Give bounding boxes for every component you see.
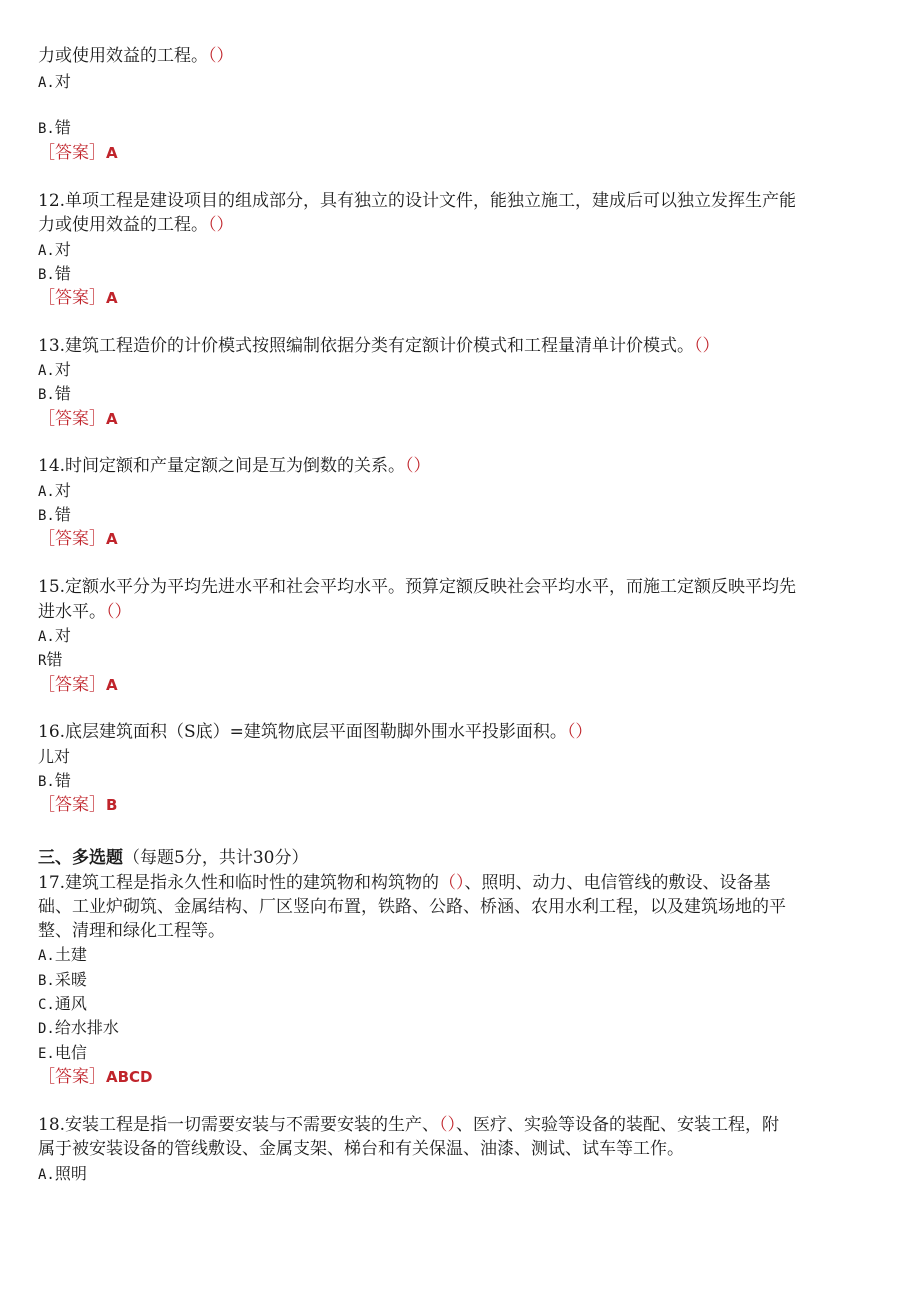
option-text: 错 [54,118,71,137]
answer-blank: （） [566,722,593,742]
section-scoring: （每题5分，共计30分） [123,848,309,868]
option-letter: A. [38,1167,55,1183]
answer-value: B [106,796,118,814]
question-line [38,213,234,237]
option-letter: B. [38,121,55,137]
option-letter: E. [38,1046,55,1062]
question-text: 属于被安装设备的管线敷设、金属支架、梯台和有关保温、油漆、测试、试车等工作。 [38,1139,684,1159]
option-line [38,503,71,528]
option-text: 采暖 [54,970,87,989]
option-text: 对 [54,240,71,259]
option-text: 对 [54,72,71,91]
answer-line [38,793,117,817]
option-letter: D. [38,1021,55,1037]
option-text: 对 [54,481,71,500]
question-line [38,189,796,213]
answer-line [38,286,118,310]
option-letter: B. [38,387,55,403]
answer-value: ABCD [106,1068,153,1086]
option-text: 错 [54,505,71,524]
option-text: 电信 [54,1043,87,1062]
option-text: 对 [54,360,71,379]
question-text: 17.建筑工程是指永久性和临时性的建筑物和构筑物的 [38,873,440,893]
answer-blank: （） [439,873,465,893]
answer-label: ［答案］ [38,795,106,815]
answer-line [38,141,118,165]
option-line [38,943,87,968]
question-line [38,720,592,744]
answer-value: A [106,289,118,307]
answer-line [38,673,118,697]
answer-blank: （） [208,215,234,235]
option-line [38,648,62,673]
question-line [38,334,720,358]
question-line [38,575,796,599]
answer-blank: （） [405,456,431,476]
option-line [38,968,87,993]
option-text: 照明 [54,1164,87,1183]
option-text: 儿对 [38,747,71,766]
question-text-continued: 、医疗、实验等设备的装配、安装工程，附 [456,1115,780,1135]
question-text: 力或使用效益的工程。 [38,215,208,235]
answer-label: ［答案］ [38,675,106,695]
option-letter: B. [38,973,55,989]
option-letter: B. [38,774,55,790]
option-letter: A. [38,363,55,379]
answer-value: A [106,144,118,162]
question-text: 15.定额水平分为平均先进水平和社会平均水平。预算定额反映社会平均水平，而施工定额反映平均先 [38,577,797,597]
question-text: 12.单项工程是建设项目的组成部分，具有独立的设计文件，能独立施工，建成后可以独立发挥生产能 [38,191,797,211]
question-text: 力或使用效益的工程。 [38,46,208,66]
question-line [38,1137,684,1161]
section-heading [38,846,308,870]
question-text: 础、工业炉砌筑、金属结构、厂区竖向布置，铁路、公路、桥涵、农用水利工程，以及建筑场地的平 [38,897,786,917]
option-line [38,745,70,770]
question-text: 整、清理和绿化工程等。 [38,921,225,941]
question-line [38,871,771,895]
question-line [38,44,234,68]
option-text: 土建 [54,945,87,964]
question-text-continued: 、照明、动力、电信管线的敷设、设备基 [464,873,771,893]
question-text: 14.时间定额和产量定额之间是互为倒数的关系。 [38,456,406,476]
question-text: 18.安装工程是指一切需要安装与不需要安装的生产、 [38,1115,440,1135]
option-line [38,1162,87,1187]
option-line [38,1041,87,1066]
option-line [38,262,71,287]
answer-blank: （） [694,336,720,356]
question-text: 进水平。 [38,602,106,622]
question-line [38,454,431,478]
answer-blank: （） [106,602,132,622]
option-text: 错 [54,771,71,790]
question-line [38,919,225,943]
question-line [38,600,132,624]
option-line [38,624,71,649]
answer-label: ［答案］ [38,409,106,429]
option-letter: A. [38,243,55,259]
answer-blank: （） [208,46,234,66]
answer-value: A [106,410,118,428]
option-text: 给水排水 [54,1018,119,1037]
option-text: 通风 [54,994,87,1013]
answer-value: A [106,676,118,694]
option-line [38,358,71,383]
option-line [38,116,71,141]
option-text: 错 [54,384,71,403]
answer-line [38,407,118,431]
answer-line [38,527,118,551]
question-line [38,1113,779,1137]
option-letter: A. [38,75,55,91]
answer-label: ［答案］ [38,288,106,308]
option-letter: R [38,653,47,669]
question-line [38,895,786,919]
option-line [38,70,71,95]
answer-line [38,1065,153,1089]
option-text: 对 [54,626,71,645]
answer-label: ［答案］ [38,529,106,549]
option-letter: A. [38,484,55,500]
option-line [38,1016,119,1041]
option-letter: B. [38,267,55,283]
answer-value: A [106,530,118,548]
option-line [38,992,87,1017]
option-letter: A. [38,629,55,645]
option-letter: A. [38,948,55,964]
option-line [38,479,71,504]
answer-blank: （） [439,1115,457,1135]
answer-label: ［答案］ [38,143,106,163]
option-line [38,382,71,407]
question-text: 16.底层建筑面积（S底）=建筑物底层平面图勒脚外围水平投影面积。 [38,722,567,742]
option-line [38,238,71,263]
option-line [38,769,71,794]
option-letter: C. [38,997,55,1013]
option-letter: B. [38,508,55,524]
question-text: 13.建筑工程造价的计价模式按照编制依据分类有定额计价模式和工程量清单计价模式。 [38,336,695,356]
option-text: 错 [54,264,71,283]
answer-label: ［答案］ [38,1067,106,1087]
option-text: 错 [46,650,63,669]
section-title: 三、多选题 [38,848,123,868]
